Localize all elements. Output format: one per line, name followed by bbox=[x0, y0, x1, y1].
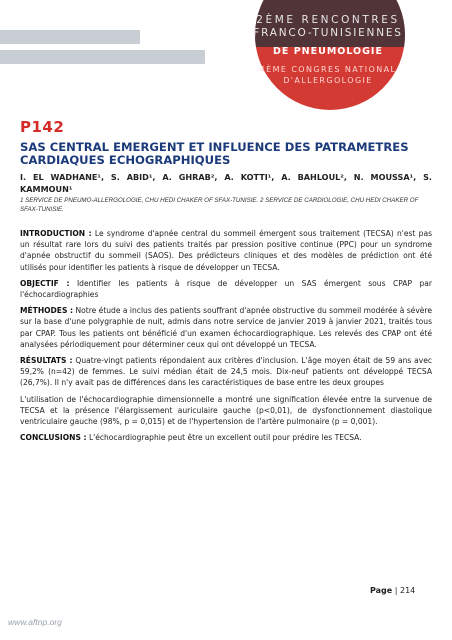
conference-line-5: D'ALLERGOLOGIE bbox=[283, 76, 373, 85]
methodes-label: MÉTHODES : bbox=[20, 306, 74, 316]
affiliations: 1 SERVICE DE PNEUMO-ALLERGOLOGIE, CHU HEDI CHAKER OF SFAX-TUNISIE. 2 SERVICE DE CARDIOLOGIE, CHU HEDI CHAKER OF SFAX-TUNISIE. bbox=[20, 197, 419, 213]
page-number bbox=[370, 586, 415, 595]
resultats-paragraph bbox=[20, 355, 432, 389]
author-list: I. EL WADHANE¹, S. ABID¹, A. GHRAB², A. KOTTI¹, A. BAHLOUL², N. MOUSSA¹, S. KAMMOUN¹ bbox=[20, 172, 432, 194]
header-decoration-bar bbox=[0, 50, 205, 64]
conclusions-label: CONCLUSIONS : bbox=[20, 433, 87, 443]
conclusions-paragraph bbox=[20, 432, 432, 443]
conference-line-3: DE PNEUMOLOGIE bbox=[273, 46, 383, 57]
abstract-body bbox=[20, 228, 432, 448]
objectif-text: Identifier les patients à risque de développer un SAS émergent sous CPAP par l'échocardiographies bbox=[20, 278, 432, 300]
header-decoration-bar bbox=[0, 30, 140, 44]
conference-line-2: FRANCO-TUNISIENNES bbox=[253, 27, 403, 39]
resultats-paragraph-2 bbox=[20, 394, 432, 428]
conference-line-4: 4ÈME CONGRES NATIONAL bbox=[259, 65, 397, 74]
introduction-label: INTRODUCTION : bbox=[20, 229, 92, 238]
page-separator: | bbox=[392, 586, 400, 595]
resultats-text: Quatre-vingt patients répondaient aux critères d'inclusion. L'âge moyen était de 59 ans avec 59,2% (n=42) de femmes. Le suivi médian était de 24,5 mois. Dix-neuf patients ont développé TECSA (26,7%). Il n'y avait pas de différences dans les caractéristiques de base entre les deux groupes bbox=[20, 356, 433, 388]
conference-line-1: 2ÈME RENCONTRES bbox=[256, 14, 400, 26]
introduction-text: Le syndrome d'apnée central du sommeil émergent sous traitement (TECSA) n'est pas un résultat rare lors du suivi des patients traités par pression positive continue (PPC) pour un syndrome d'apnée obstructif du sommeil (SAOS). Des prédicteurs cliniques et des modèles de prédiction ont été utilisés pour identifier les patients à risque de développer un TECSA. bbox=[20, 229, 433, 272]
abstract-title: SAS CENTRAL EMERGENT ET INFLUENCE DES PATRAMETRES CARDIAQUES ECHOGRAPHIQUES bbox=[20, 140, 409, 167]
conclusions-text: L'échocardiographie peut être un excellent outil pour prédire les TECSA. bbox=[86, 433, 362, 443]
methodes-paragraph bbox=[20, 305, 432, 350]
objectif-label: OBJECTIF : bbox=[20, 278, 70, 288]
methodes-text: Notre étude a inclus des patients souffrant d'apnée obstructive du sommeil modérée à sévère sur la base d'une polygraphie de nuit, admis dans notre service de janvier 2019 à janvier 2021, traités tous par CPAP. Tous les patients ont bénéficié d'un examen échocardiographique. Les relevés des CPAP ont été analysées périodiquement pour déterminer ceux qui ont développé un TECSA. bbox=[20, 306, 433, 349]
conference-header bbox=[218, 14, 438, 86]
resultats-label: RÉSULTATS : bbox=[20, 356, 73, 366]
footer-url: www.aftnp.org bbox=[8, 617, 62, 627]
resultats-text-2: L'utilisation de l'échocardiographie dimensionnelle a montré une signification élevée entre la survenue de TECSA et la présence l'élargissement auriculaire gauche (p<0,01), de dysfonctionnement diastolique ventriculaire gauche (98%, p = 0,015) et de l'hypertension de l'artère pulmonaire (p = 0,001). bbox=[20, 394, 432, 427]
poster-code: P142 bbox=[20, 118, 65, 136]
objectif-paragraph bbox=[20, 278, 432, 300]
introduction-paragraph bbox=[20, 228, 432, 273]
page-number-value: 214 bbox=[399, 586, 416, 595]
page-label: Page bbox=[370, 586, 393, 595]
